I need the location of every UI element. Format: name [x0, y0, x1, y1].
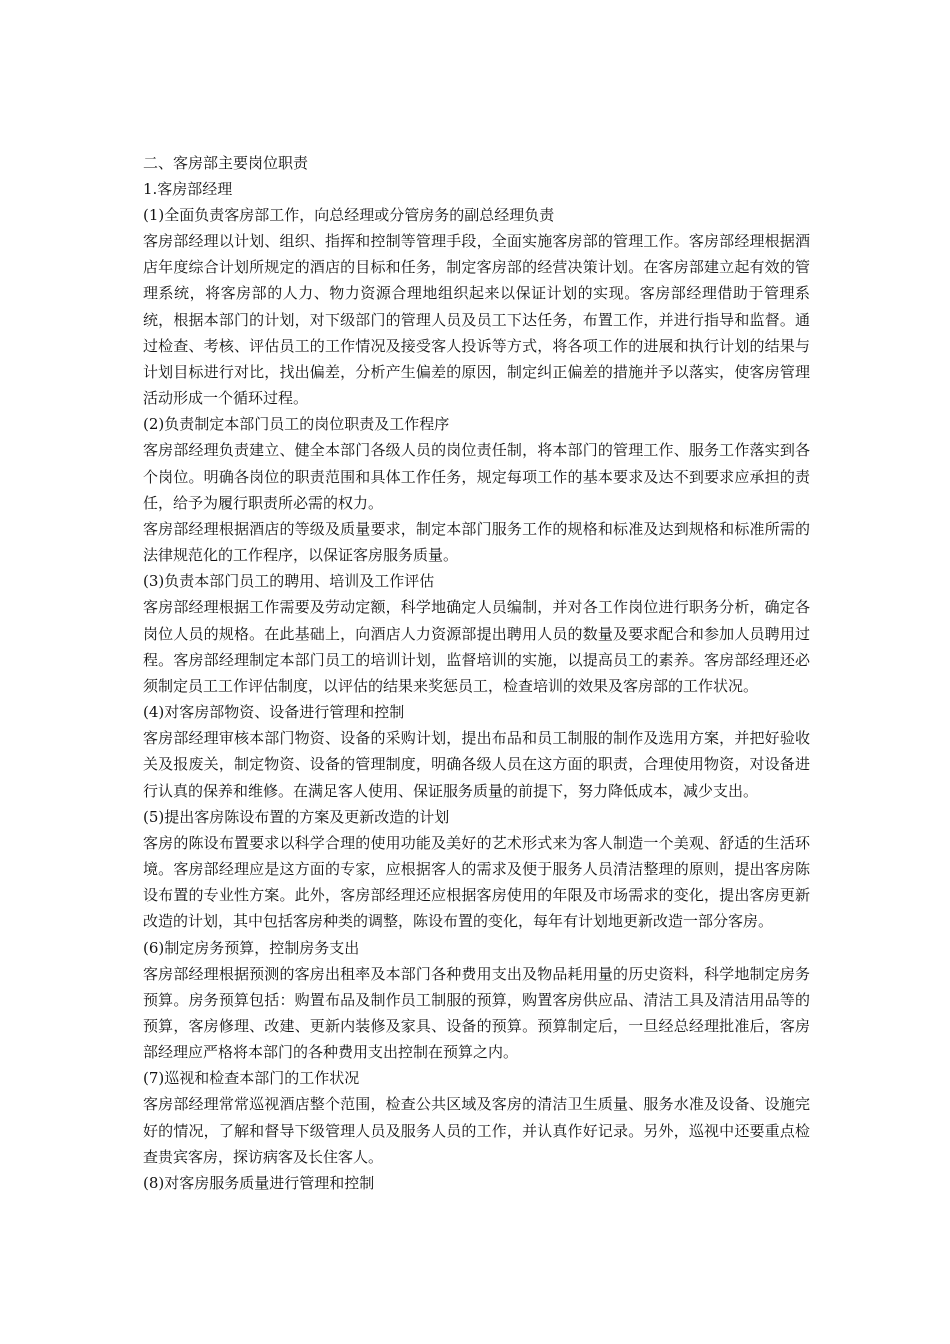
- item-paragraph-2-2: 客房部经理根据酒店的等级及质量要求，制定本部门服务工作的规格和标准及达到规格和标准所需的法律规范化的工作程序，以保证客房服务质量。: [143, 520, 810, 565]
- item-heading-7: (7)巡视和检查本部门的工作状况: [143, 1069, 360, 1088]
- subsection-title: 1.客房部经理: [143, 180, 233, 198]
- item-heading-4: (4)对客房部物资、设备进行管理和控制: [143, 703, 405, 722]
- item-paragraph-1-1: 客房部经理以计划、组织、指挥和控制等管理手段，全面实施客房部的管理工作。客房部经理根据酒店年度综合计划所规定的酒店的目标和任务，制定客房部的经营决策计划。在客房部建立起有效的管理系统，将客房部的人力、物力资源合理地组织起来以保证计划的实现。客房部经理借助于管理系统，根据本部门的计划，对下级部门的管理人员及员工下达任务，布置工作，并进行指导和监督。通过检查、考核、评估员工的工作情况及接受客人投诉等方式，将各项工作的进展和执行计划的结果与计划目标进行对比，找出偏差，分析产生偏差的原因，制定纠正偏差的措施并予以落实，使客房管理活动形成一个循环过程。: [143, 232, 810, 408]
- item-paragraph-3-1: 客房部经理根据工作需要及劳动定额，科学地确定人员编制，并对各工作岗位进行职务分析，确定各岗位人员的规格。在此基础上，向酒店人力资源部提出聘用人员的数量及要求配合和参加人员聘用过程。客房部经理制定本部门员工的培训计划，监督培训的实施，以提高员工的素养。客房部经理还必须制定员工工作评估制度，以评估的结果来奖惩员工，检查培训的效果及客房部的工作状况。: [143, 598, 810, 696]
- item-paragraph-5-1: 客房的陈设布置要求以科学合理的使用功能及美好的艺术形式来为客人制造一个美观、舒适的生活环境。客房部经理应是这方面的专家，应根据客人的需求及便于服务人员清洁整理的原则，提出客房陈设布置的专业性方案。此外，客房部经理还应根据客房使用的年限及市场需求的变化，提出客房更新改造的计划，其中包括客房种类的调整，陈设布置的变化，每年有计划地更新改造一部分客房。: [143, 833, 810, 931]
- item-heading-8: (8)对客房服务质量进行管理和控制: [143, 1174, 375, 1193]
- section-title: 二、客房部主要岗位职责: [143, 154, 309, 172]
- document-body: [143, 150, 810, 1196]
- item-heading-2: (2)负责制定本部门员工的岗位职责及工作程序: [143, 415, 450, 434]
- item-heading-3: (3)负责本部门员工的聘用、培训及工作评估: [143, 572, 435, 591]
- item-heading-6: (6)制定房务预算，控制房务支出: [143, 938, 360, 957]
- item-heading-5: (5)提出客房陈设布置的方案及更新改造的计划: [143, 807, 450, 826]
- item-paragraph-7-1: 客房部经理常常巡视酒店整个范围，检查公共区域及客房的清洁卫生质量、服务水准及设备、设施完好的情况，了解和督导下级管理人员及服务人员的工作，并认真作好记录。另外，巡视中还要重点检查贵宾客房，探访病客及长住客人。: [143, 1095, 810, 1166]
- item-paragraph-6-1: 客房部经理根据预测的客房出租率及本部门各种费用支出及物品耗用量的历史资料，科学地制定房务预算。房务预算包括：购置布品及制作员工制服的预算，购置客房供应品、清洁工具及清洁用品等的预算，客房修理、改建、更新内装修及家具、设备的预算。预算制定后，一旦经总经理批准后，客房部经理应严格将本部门的各种费用支出控制在预算之内。: [143, 964, 810, 1062]
- item-heading-1: (1)全面负责客房部工作，向总经理或分管房务的副总经理负责: [143, 206, 555, 224]
- item-paragraph-4-1: 客房部经理审核本部门物资、设备的采购计划，提出布品和员工制服的制作及选用方案，并把好验收关及报废关，制定物资、设备的管理制度，明确各级人员在这方面的职责，合理使用物资，对设备进行认真的保养和维修。在满足客人使用、保证服务质量的前提下，努力降低成本，减少支出。: [143, 729, 810, 800]
- item-paragraph-2-1: 客房部经理负责建立、健全本部门各级人员的岗位责任制，将本部门的管理工作、服务工作落实到各个岗位。明确各岗位的职责范围和具体工作任务，规定每项工作的基本要求及达不到要求应承担的责任，给予为履行职责所必需的权力。: [143, 441, 810, 512]
